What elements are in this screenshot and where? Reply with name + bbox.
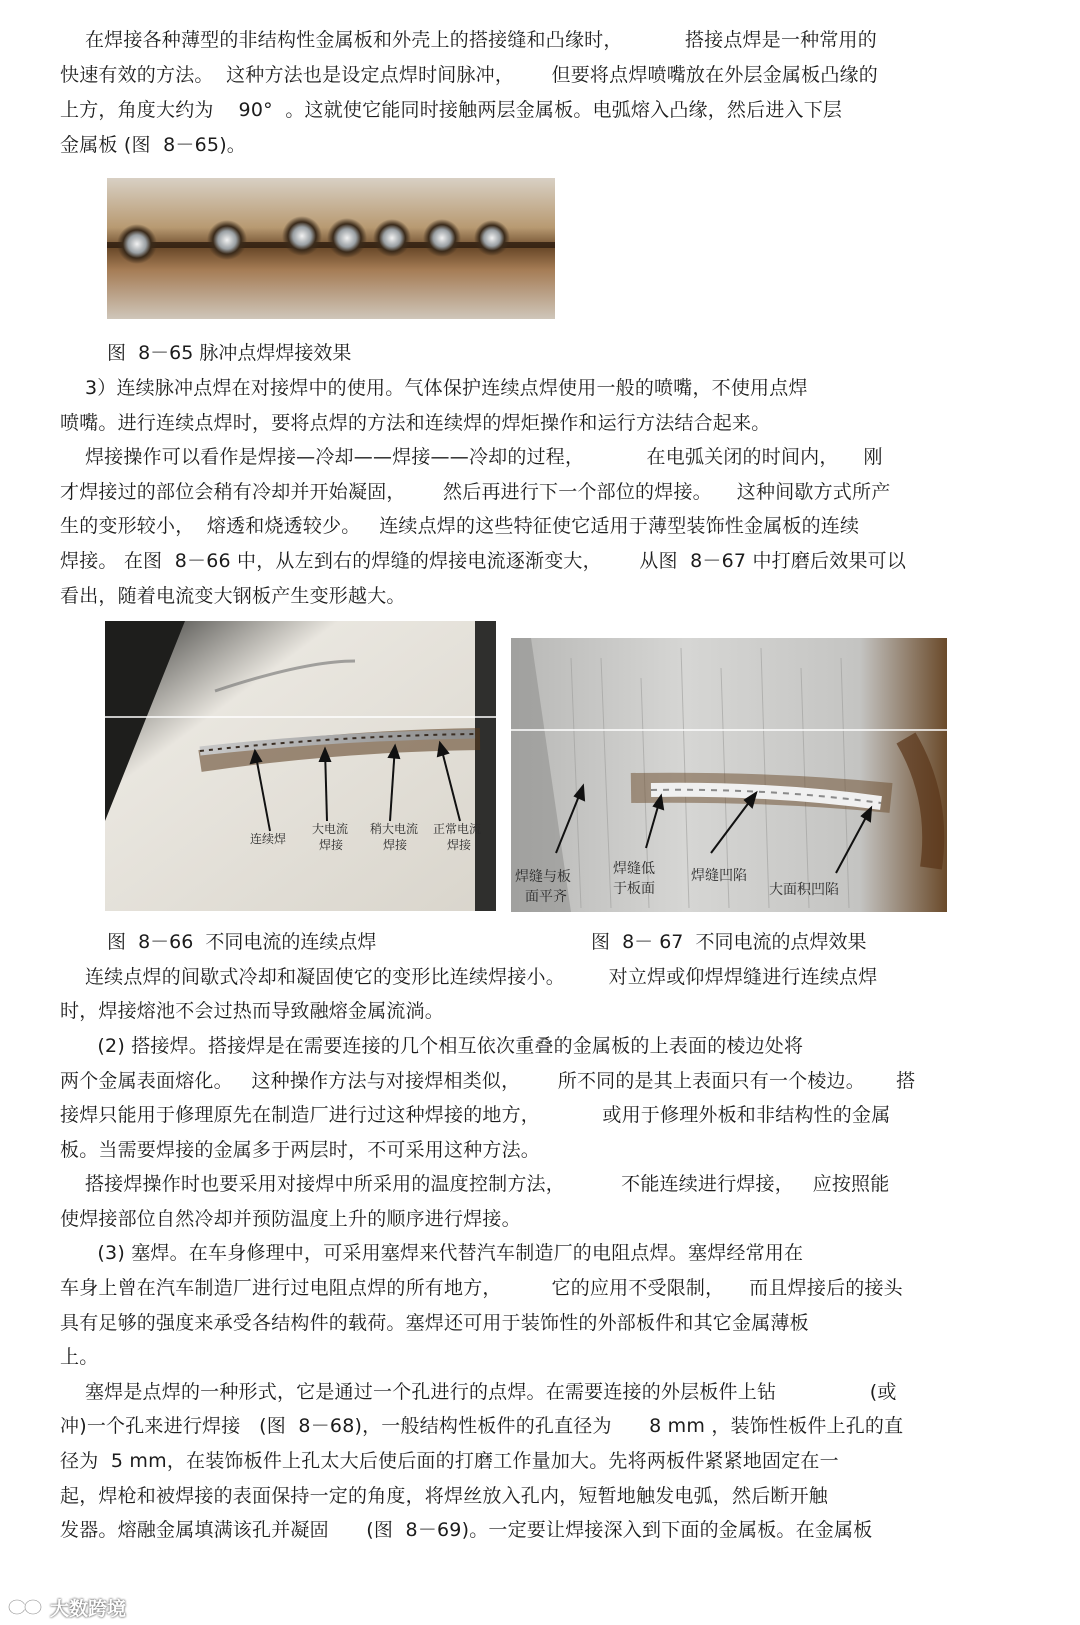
text-line: 3）连续脉冲点焊在对接焊中的使用。气体保护连续点焊使用一般的喷嘴，不使用点焊: [60, 377, 808, 399]
fig66-label-4: 正常电流: [433, 822, 482, 836]
text-line: 快速有效的方法。 这种方法也是设定点焊时间脉冲， 但要将点焊喷嘴放在外层金属板凸缘的: [60, 64, 878, 86]
figure-8-66-photo: [105, 621, 496, 911]
fig67-label-2: 焊缝低: [613, 861, 655, 877]
text-line: 使焊接部位自然冷却并预防温度上升的顺序进行焊接。: [60, 1208, 521, 1230]
fig66-label-3b: 焊接: [383, 838, 408, 852]
text-line: 上方，角度大约为 90° 。这就使它能同时接触两层金属板。电弧熔入凸缘，然后进入下层: [60, 99, 843, 121]
figure-8-67-caption: 图 8－ 67 不同电流的点焊效果: [591, 931, 867, 953]
watermark: [6, 1594, 126, 1620]
text-line: 径为 5 mm，在装饰板件上孔太大后使后面的打磨工作量加大。先将两板件紧紧地固定在一: [60, 1450, 839, 1472]
text-line: 接焊只能用于修理原先在制造厂进行过这种焊接的地方， 或用于修理外板和非结构性的金属: [60, 1104, 891, 1126]
text-line: (3) 塞焊。在车身修理中，可采用塞焊来代替汽车制造厂的电阻点焊。塞焊经常用在: [60, 1242, 804, 1264]
text-line: 焊接操作可以看作是焊接—冷却——焊接——冷却的过程， 在电弧关闭的时间内， 刚: [60, 446, 883, 468]
text-line: 起，焊枪和被焊接的表面保持一定的角度，将焊丝放入孔内，短暂地触发电弧，然后断开触: [60, 1485, 829, 1507]
text-line: 上。: [60, 1346, 99, 1368]
fig67-label-1b: 面平齐: [525, 889, 567, 905]
watermark-text: 大数跨境: [50, 1597, 127, 1620]
text-line: 金属板 (图 8－65)。: [60, 134, 247, 156]
loop-logo-icon: [6, 1597, 46, 1617]
text-line: 具有足够的强度来承受各结构件的载荷。塞焊还可用于装饰性的外部板件和其它金属薄板: [60, 1312, 809, 1334]
text-line: 发器。熔融金属填满该孔并凝固 (图 8－69)。一定要让焊接深入到下面的金属板。在金属板: [60, 1519, 873, 1541]
fig66-label-3: 稍大电流: [370, 822, 419, 836]
text-line: 在焊接各种薄型的非结构性金属板和外壳上的搭接缝和凸缘时， 搭接点焊是一种常用的: [60, 29, 877, 51]
text-line: 才焊接过的部位会稍有冷却并开始凝固， 然后再进行下一个部位的焊接。 这种间歇方式所产: [60, 481, 891, 503]
figure-8-65-photo: [107, 178, 555, 319]
text-line: 看出，随着电流变大钢板产生变形越大。: [60, 585, 406, 607]
figure-8-65-caption: 图 8－65 脉冲点焊焊接效果: [107, 342, 352, 364]
text-line: 时，焊接熔池不会过热而导致融熔金属流淌。: [60, 1000, 445, 1022]
text-line: 连续点焊的间歇式冷却和凝固使它的变形比连续焊接小。 对立焊或仰焊焊缝进行连续点焊: [60, 966, 878, 988]
text-line: 板。当需要焊接的金属多于两层时，不可采用这种方法。: [60, 1139, 541, 1161]
text-line: 两个金属表面熔化。 这种操作方法与对接焊相类似， 所不同的是其上表面只有一个棱边。 搭: [60, 1070, 916, 1092]
fig66-label-1: 连续焊: [250, 832, 287, 846]
fig67-label-3: 焊缝凹陷: [691, 868, 747, 884]
text-line: (2) 搭接焊。搭接焊是在需要连接的几个相互依次重叠的金属板的上表面的棱边处将: [60, 1035, 804, 1057]
fig66-label-2: 大电流: [312, 822, 349, 836]
text-line: 车身上曾在汽车制造厂进行过电阻点焊的所有地方， 它的应用不受限制， 而且焊接后的接头: [60, 1277, 903, 1299]
text-line: 塞焊是点焊的一种形式，它是通过一个孔进行的点焊。在需要连接的外层板件上钻 (或: [60, 1381, 897, 1403]
fig67-label-2b: 于板面: [613, 881, 655, 897]
fig67-label-1: 焊缝与板: [515, 869, 571, 885]
text-line: 搭接焊操作时也要采用对接焊中所采用的温度控制方法， 不能连续进行焊接， 应按照能: [60, 1173, 890, 1195]
figure-8-67-photo: [511, 638, 947, 912]
fig67-label-4: 大面积凹陷: [769, 882, 839, 898]
text-line: 冲)一个孔来进行焊接 (图 8－68)，一般结构性板件的孔直径为 8 mm ，装饰性板件上孔的直: [60, 1415, 904, 1437]
fig66-label-2b: 焊接: [319, 838, 344, 852]
text-line: 焊接。 在图 8－66 中，从左到右的焊缝的焊接电流逐渐变大， 从图 8－67 中打磨后效果可以: [60, 550, 907, 572]
fig66-label-4b: 焊接: [447, 838, 472, 852]
figure-8-66-caption: 图 8－66 不同电流的连续点焊: [107, 931, 377, 953]
text-line: 生的变形较小， 熔透和烧透较少。 连续点焊的这些特征使它适用于薄型装饰性金属板的连续: [60, 515, 860, 537]
text-line: 喷嘴。进行连续点焊时，要将点焊的方法和连续焊的焊炬操作和运行方法结合起来。: [60, 412, 771, 434]
